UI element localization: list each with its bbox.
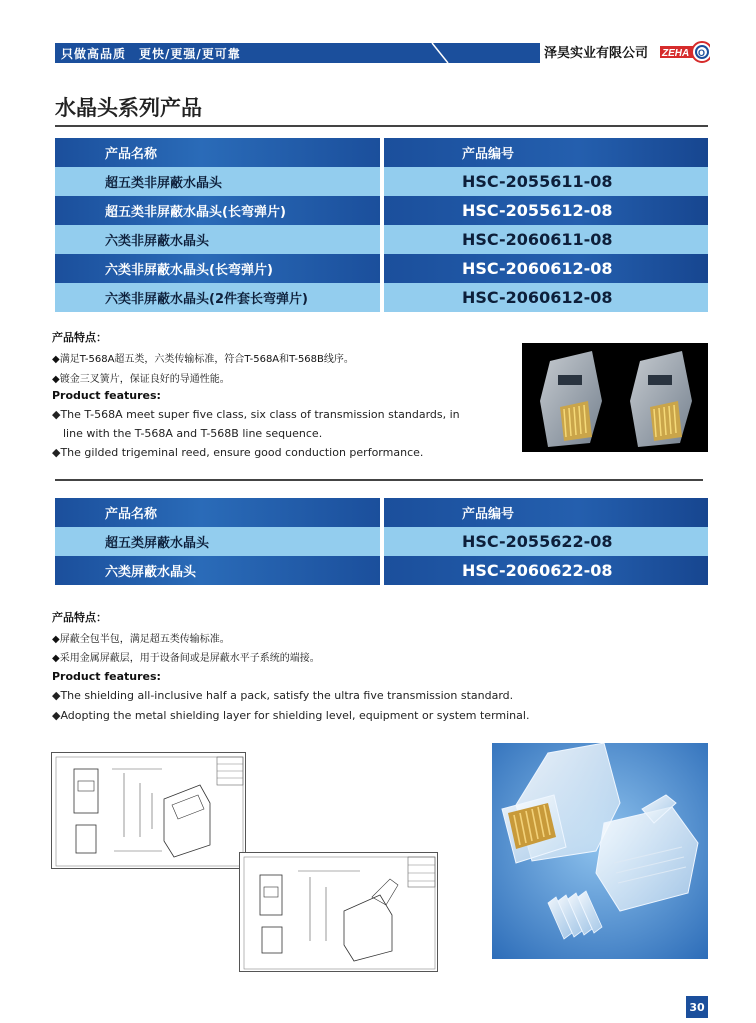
table-row [55, 167, 708, 196]
features-heading-en: Product features: [52, 670, 161, 683]
product-table-unshielded [55, 138, 708, 312]
feature-line-en: ◆The gilded trigeminal reed, ensure good conduction performance. [52, 446, 424, 459]
product-name: 超五类屏蔽水晶头 [55, 527, 380, 556]
technical-drawing [239, 852, 438, 972]
table-row [55, 556, 708, 585]
feature-item-cn: ◆满足T-568A超五类，六类传输标准，符合T-568A和T-568B线序。 [52, 354, 354, 365]
zehao-logo [660, 40, 710, 64]
product-name: 六类屏蔽水晶头 [55, 556, 380, 585]
product-name: 六类非屏蔽水晶头(2件套长弯弹片) [55, 283, 380, 312]
product-code: HSC-2055612-08 [384, 196, 708, 225]
product-table-shielded [55, 498, 708, 585]
features-heading-cn: 产品特点： [52, 331, 107, 344]
feature-line-en: line with the T-568A and T-568B line sequence. [63, 427, 323, 440]
product-name: 超五类非屏蔽水晶头(长弯弹片) [55, 196, 380, 225]
title-divider [55, 125, 708, 127]
feature-item-cn: ◆屏蔽全包半包，满足超五类传输标准。 [52, 634, 230, 645]
slogan: 只做高品质 更快/更强/更可靠 [61, 47, 241, 61]
product-code: HSC-2055611-08 [384, 167, 708, 196]
section-divider [55, 479, 703, 481]
product-name: 六类非屏蔽水晶头 [55, 225, 380, 254]
page-title: 水晶头系列产品 [55, 96, 202, 120]
page-number: 30 [686, 996, 708, 1018]
product-code: HSC-2060612-08 [384, 283, 708, 312]
features-heading-en: Product features: [52, 389, 161, 402]
header-divider-stripe [430, 43, 450, 63]
features-heading-cn: 产品特点： [52, 611, 107, 624]
company-name: 泽昊实业有限公司 [544, 46, 649, 61]
header-band [55, 43, 540, 63]
product-code: HSC-2060622-08 [384, 556, 708, 585]
table-row [55, 196, 708, 225]
table-row [55, 527, 708, 556]
product-code: HSC-2060611-08 [384, 225, 708, 254]
header-product-code: 产品编号 [384, 138, 708, 167]
header-product-code: 产品编号 [384, 498, 708, 527]
product-code: HSC-2055622-08 [384, 527, 708, 556]
table-row [55, 225, 708, 254]
product-code: HSC-2060612-08 [384, 254, 708, 283]
product-name: 超五类非屏蔽水晶头 [55, 167, 380, 196]
svg-text:ZEHA: ZEHA [662, 48, 690, 59]
table-row [55, 254, 708, 283]
shielded-connector-photo [492, 743, 708, 959]
table-row [55, 283, 708, 312]
table-header-row [55, 498, 708, 527]
feature-item-cn: ◆采用金属屏蔽层，用于设备间或是屏蔽水平子系统的端接。 [52, 653, 320, 664]
feature-item-cn: ◆镀金三叉簧片，保证良好的导通性能。 [52, 374, 230, 385]
header-product-name: 产品名称 [55, 498, 380, 527]
product-name: 六类非屏蔽水晶头(长弯弹片) [55, 254, 380, 283]
feature-line-en: ◆The T-568A meet super five class, six class of transmission standards, in [52, 408, 460, 421]
table-header-row [55, 138, 708, 167]
header-product-name: 产品名称 [55, 138, 380, 167]
svg-text:O: O [698, 48, 706, 58]
technical-drawing [51, 752, 246, 869]
feature-line-en: ◆Adopting the metal shielding layer for shielding level, equipment or system terminal. [52, 709, 530, 722]
connector-photo [522, 343, 708, 452]
feature-line-en: ◆The shielding all-inclusive half a pack, satisfy the ultra five transmission standard. [52, 689, 514, 702]
